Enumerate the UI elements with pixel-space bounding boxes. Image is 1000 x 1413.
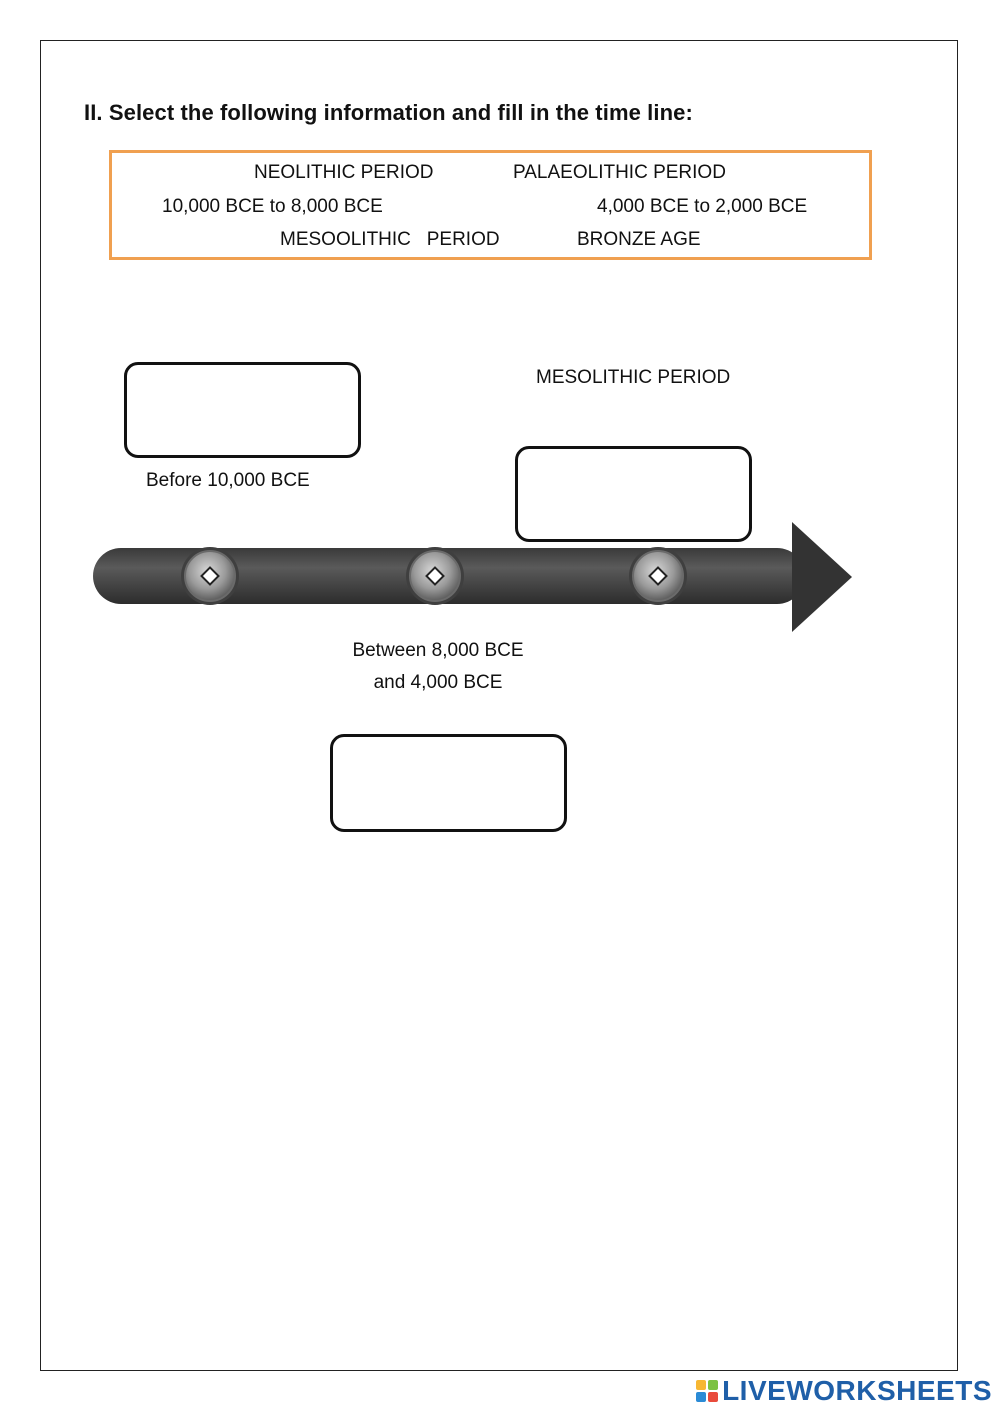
- label-between-line1: Between 8,000 BCE: [352, 640, 524, 661]
- answer-box-first[interactable]: [124, 362, 361, 458]
- brand-name: LIVEWORKSHEETS: [722, 1375, 992, 1406]
- timeline-arrowhead: [792, 522, 852, 632]
- logo-square: [708, 1392, 718, 1402]
- brand-logo-icon: [696, 1380, 718, 1402]
- timeline-arrow: [90, 520, 855, 635]
- word-bank-item[interactable]: PALAEOLITHIC PERIOD: [513, 162, 726, 183]
- logo-square: [696, 1380, 706, 1390]
- instruction-heading: II. Select the following information and fill in the time line:: [84, 100, 693, 125]
- logo-square: [696, 1392, 706, 1402]
- word-bank-item[interactable]: BRONZE AGE: [577, 229, 701, 250]
- liveworksheets-logo: [696, 1375, 992, 1407]
- answer-box-second[interactable]: [330, 734, 567, 832]
- label-between-line2: and 4,000 BCE: [373, 672, 503, 693]
- label-before-10000: Before 10,000 BCE: [146, 470, 310, 491]
- word-bank-item[interactable]: 4,000 BCE to 2,000 BCE: [597, 196, 808, 217]
- word-bank-box: [109, 150, 872, 260]
- word-bank-item[interactable]: MESOOLITHIC PERIOD: [280, 229, 500, 250]
- word-bank-item[interactable]: NEOLITHIC PERIOD: [254, 162, 434, 183]
- word-bank-item[interactable]: 10,000 BCE to 8,000 BCE: [162, 196, 383, 217]
- label-mesolithic: MESOLITHIC PERIOD: [536, 367, 731, 388]
- label-between-8000-4000: [338, 640, 538, 694]
- logo-square: [708, 1380, 718, 1390]
